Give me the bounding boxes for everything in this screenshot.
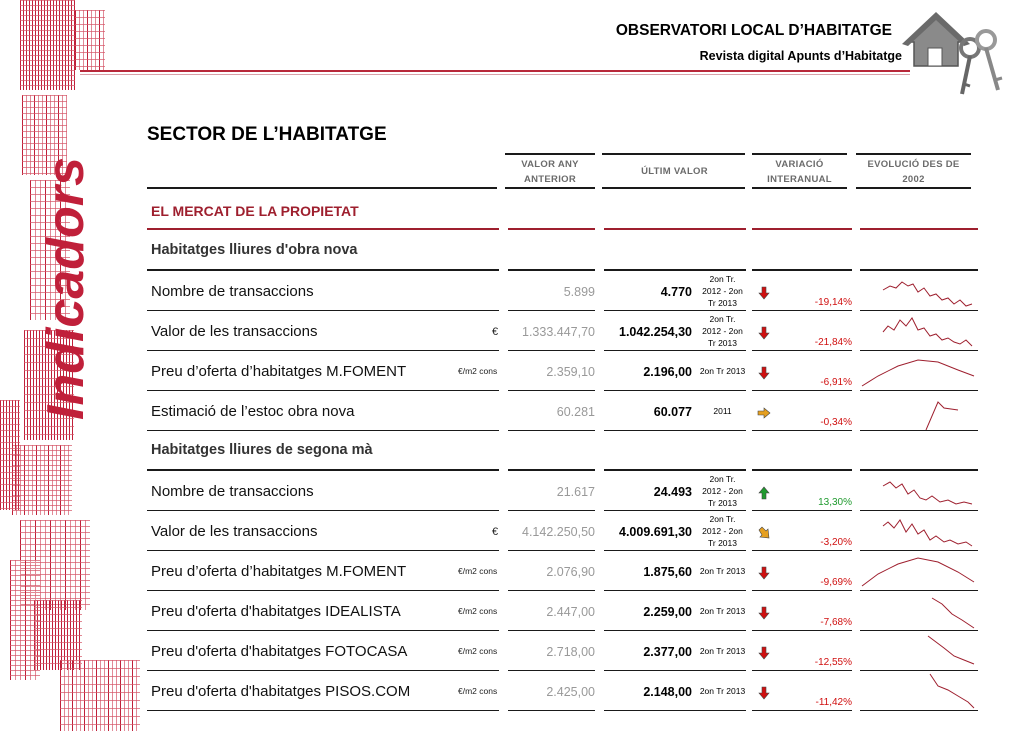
- indicator-label: Valor de les transaccions: [151, 523, 318, 540]
- period-label: [695, 645, 750, 657]
- col-rule: [856, 187, 971, 189]
- evolution-sparkline: [858, 590, 980, 630]
- row-rule: [752, 670, 852, 671]
- period-label: [695, 605, 750, 617]
- category-rule: [752, 228, 852, 230]
- previous-value: 2.718,00: [546, 645, 595, 659]
- trend-down-arrow-icon: [757, 606, 771, 620]
- col-header-var-line1: VARIACIÓ: [775, 159, 824, 170]
- group-title: Habitatges lliures de segona mà: [151, 442, 373, 458]
- last-value: 2.196,00: [643, 365, 692, 379]
- group-rule: [604, 469, 746, 471]
- row-rule: [508, 670, 595, 671]
- row-rule: [604, 670, 746, 671]
- col-header-prev-line1: VALOR ANY: [521, 159, 579, 170]
- col-header-var-line2: INTERANUAL: [767, 174, 832, 185]
- row-rule: [604, 630, 746, 631]
- category-rule: [860, 228, 978, 230]
- indicator-label: Preu d'oferta d'habitatges PISOS.COM: [151, 683, 411, 700]
- evolution-sparkline: [858, 670, 980, 710]
- group-rule: [604, 269, 746, 271]
- row-rule: [508, 430, 595, 431]
- row-rule: [604, 390, 746, 391]
- period-line: Tr 2013: [708, 298, 737, 308]
- row-rule: [147, 350, 499, 351]
- row-rule: [508, 590, 595, 591]
- last-value: 4.770: [660, 285, 692, 299]
- row-rule: [147, 550, 499, 551]
- row-rule: [604, 510, 746, 511]
- row-rule: [604, 430, 746, 431]
- period-line: 2011: [713, 406, 732, 416]
- period-label: [695, 685, 750, 697]
- group-rule: [508, 269, 595, 271]
- group-rule: [508, 469, 595, 471]
- previous-value: 2.425,00: [546, 685, 595, 699]
- group-rule: [147, 269, 499, 271]
- trend-down-arrow-icon: [757, 686, 771, 700]
- evolution-sparkline: [858, 390, 980, 430]
- period-line: 2012 - 2on: [702, 526, 743, 536]
- row-rule: [147, 670, 499, 671]
- row-rule: [752, 630, 852, 631]
- last-value: 24.493: [653, 485, 692, 499]
- variation-value: -12,55%: [814, 657, 852, 668]
- indicator-label: Estimació de l’estoc obra nova: [151, 403, 355, 420]
- period-label: [695, 273, 750, 309]
- period-line: 2012 - 2on: [702, 286, 743, 296]
- col-header-prev: [505, 157, 595, 187]
- period-line: 2on Tr.: [709, 314, 736, 324]
- col-header-evo: [856, 157, 971, 187]
- row-rule: [147, 390, 499, 391]
- period-label: [695, 313, 750, 349]
- col-header-last: ÚLTIM VALOR: [641, 166, 708, 177]
- col-rule: [856, 153, 971, 155]
- trend-down-arrow-icon: [757, 646, 771, 660]
- row-rule: [508, 550, 595, 551]
- row-rule: [752, 510, 852, 511]
- indicator-label: Nombre de transaccions: [151, 483, 314, 500]
- last-value: 60.077: [653, 405, 692, 419]
- variation-value: -9,69%: [820, 577, 852, 588]
- last-value: 1.875,60: [643, 565, 692, 579]
- header-divider-thin: [80, 74, 910, 75]
- header-divider: [80, 70, 910, 72]
- variation-value: 13,30%: [818, 497, 852, 508]
- col-header-evo-line2: 2002: [902, 174, 925, 185]
- period-line: 2on Tr 2013: [699, 366, 746, 376]
- last-value: 1.042.254,30: [619, 325, 692, 339]
- unit-label: €: [492, 526, 499, 538]
- category-title: EL MERCAT DE LA PROPIETAT: [151, 203, 359, 219]
- row-rule: [752, 390, 852, 391]
- col-rule: [752, 153, 847, 155]
- evolution-sparkline: [858, 630, 980, 670]
- evolution-sparkline: [858, 350, 980, 390]
- row-rule: [752, 350, 852, 351]
- indicator-label: Valor de les transaccions: [151, 323, 318, 340]
- period-line: 2on Tr 2013: [699, 646, 746, 656]
- group-rule: [752, 469, 852, 471]
- last-value: 2.259,00: [643, 605, 692, 619]
- col-header-var: [752, 157, 847, 187]
- indicator-label: Preu d’oferta d’habitatges M.FOMENT: [151, 563, 407, 580]
- row-rule: [147, 310, 499, 311]
- row-rule: [752, 310, 852, 311]
- col-rule: [505, 187, 595, 189]
- row-rule: [752, 590, 852, 591]
- trend-down-arrow-icon: [757, 366, 771, 380]
- evolution-sparkline: [858, 270, 980, 310]
- row-rule: [147, 510, 499, 511]
- group-rule: [147, 469, 499, 471]
- header-subtitle: Revista digital Apunts d’Habitatge: [699, 49, 902, 63]
- period-line: Tr 2013: [708, 538, 737, 548]
- col-header-prev-line2: ANTERIOR: [523, 174, 576, 185]
- period-line: 2on Tr.: [709, 274, 736, 284]
- period-label: [695, 473, 750, 509]
- row-rule: [508, 710, 595, 711]
- row-rule: [147, 430, 499, 431]
- period-line: 2on Tr 2013: [699, 686, 746, 696]
- row-rule: [752, 430, 852, 431]
- period-line: 2on Tr.: [709, 474, 736, 484]
- variation-value: -11,42%: [815, 697, 852, 708]
- period-line: 2012 - 2on: [702, 486, 743, 496]
- row-rule: [604, 550, 746, 551]
- previous-value: 2.359,10: [546, 365, 595, 379]
- unit-label: €/m2 cons: [458, 566, 498, 576]
- previous-value: 1.333.447,70: [522, 325, 595, 339]
- variation-value: -0,34%: [820, 417, 852, 428]
- evolution-sparkline: [858, 310, 980, 350]
- variation-value: -6,91%: [820, 377, 852, 388]
- period-line: 2on Tr 2013: [699, 566, 746, 576]
- trend-up-arrow-icon: [757, 486, 771, 500]
- period-label: [695, 565, 750, 577]
- row-rule: [604, 590, 746, 591]
- category-rule: [147, 228, 499, 230]
- last-value: 2.148,00: [643, 685, 692, 699]
- col-rule: [752, 187, 847, 189]
- unit-label: €/m2 cons: [458, 606, 498, 616]
- trend-down-arrow-icon: [757, 326, 771, 340]
- previous-value: 4.142.250,50: [522, 525, 595, 539]
- unit-label: €/m2 cons: [458, 366, 498, 376]
- section-title: SECTOR DE L’HABITATGE: [147, 124, 387, 145]
- variation-value: -3,20%: [820, 537, 852, 548]
- period-label: [695, 513, 750, 549]
- row-rule: [860, 710, 978, 711]
- row-rule: [752, 710, 852, 711]
- unit-label: €/m2 cons: [458, 686, 498, 696]
- previous-value: 60.281: [556, 405, 595, 419]
- col-rule: [505, 153, 595, 155]
- row-rule: [604, 710, 746, 711]
- variation-value: -21,84%: [814, 337, 852, 348]
- category-rule: [604, 228, 746, 230]
- house-keys-logo: [898, 10, 1008, 100]
- trend-down-arrow-icon: [757, 286, 771, 300]
- indicator-label: Preu d'oferta d'habitatges IDEALISTA: [151, 603, 401, 620]
- header-title: OBSERVATORI LOCAL D’HABITATGE: [615, 22, 892, 39]
- last-value: 4.009.691,30: [619, 525, 692, 539]
- row-rule: [752, 550, 852, 551]
- indicadors-vertical-title: [35, 70, 95, 430]
- period-line: 2012 - 2on: [702, 326, 743, 336]
- previous-value: 2.076,90: [546, 565, 595, 579]
- period-line: 2on Tr 2013: [699, 606, 746, 616]
- previous-value: 21.617: [556, 485, 595, 499]
- unit-label: €: [492, 326, 499, 338]
- trend-flat-arrow-icon: [757, 406, 771, 420]
- evolution-sparkline: [858, 550, 980, 590]
- row-rule: [604, 350, 746, 351]
- previous-value: 2.447,00: [546, 605, 595, 619]
- col-rule: [602, 153, 745, 155]
- row-rule: [508, 350, 595, 351]
- period-label: [695, 365, 750, 377]
- period-line: Tr 2013: [708, 498, 737, 508]
- indicator-label: Preu d’oferta d’habitatges M.FOMENT: [151, 363, 407, 380]
- period-line: 2on Tr.: [709, 514, 736, 524]
- col-rule: [602, 187, 745, 189]
- evolution-sparkline: [858, 470, 980, 510]
- row-rule: [860, 430, 978, 431]
- row-rule: [147, 710, 499, 711]
- evolution-sparkline: [858, 510, 980, 550]
- period-label: [695, 405, 750, 417]
- indicator-label: Preu d'oferta d'habitatges FOTOCASA: [151, 643, 408, 660]
- unit-label: €/m2 cons: [458, 646, 498, 656]
- variation-value: -7,68%: [820, 617, 852, 628]
- row-rule: [147, 590, 499, 591]
- col-header-evo-line1: EVOLUCIÓ DES DE: [867, 159, 960, 170]
- period-line: Tr 2013: [708, 338, 737, 348]
- svg-text:Indicadors: Indicadors: [37, 157, 95, 420]
- col-rule: [147, 187, 497, 189]
- row-rule: [508, 630, 595, 631]
- row-rule: [508, 390, 595, 391]
- last-value: 2.377,00: [643, 645, 692, 659]
- group-title: Habitatges lliures d'obra nova: [151, 242, 358, 258]
- indicator-label: Nombre de transaccions: [151, 283, 314, 300]
- previous-value: 5.899: [563, 285, 595, 299]
- trend-down-arrow-icon: [757, 566, 771, 580]
- variation-value: -19,14%: [814, 297, 852, 308]
- group-rule: [752, 269, 852, 271]
- row-rule: [508, 510, 595, 511]
- category-rule: [508, 228, 595, 230]
- row-rule: [604, 310, 746, 311]
- trend-downright-arrow-icon: [757, 526, 771, 540]
- row-rule: [147, 630, 499, 631]
- row-rule: [508, 310, 595, 311]
